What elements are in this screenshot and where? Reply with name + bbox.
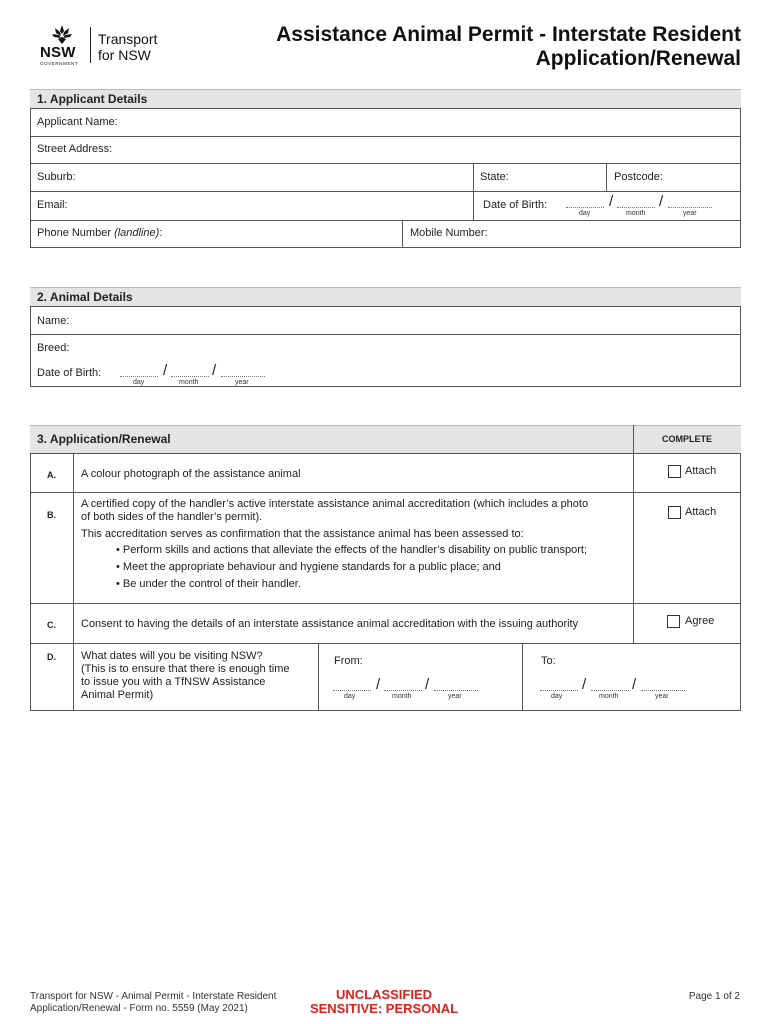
date-separator: / bbox=[582, 676, 587, 693]
row-d-text-line2: (This is to ensure that there is enough time bbox=[81, 663, 290, 675]
attach-label: Attach bbox=[685, 506, 717, 518]
bullet-item: • Perform skills and actions that alleviate the effects of the handler’s disability on public transport; bbox=[116, 544, 588, 556]
year-caption: year bbox=[683, 210, 697, 217]
row-d-text-line4: Animal Permit) bbox=[81, 689, 154, 701]
dob-year-field[interactable] bbox=[668, 207, 712, 208]
row-b-text-line1: A certified copy of the handler’s active interstate assistance animal accreditation (which includes a photo bbox=[81, 498, 589, 510]
from-month-field[interactable] bbox=[384, 690, 422, 691]
row-c-text: Consent to having the details of an interstate assistance animal accreditation with the issuing authority bbox=[81, 618, 579, 630]
row-letter: A. bbox=[47, 470, 56, 480]
bullet-text: Be under the control of their handler. bbox=[122, 578, 301, 590]
footer-form-info bbox=[30, 991, 276, 1015]
row-letter: D. bbox=[47, 652, 56, 662]
title-line2: Application/Renewal bbox=[535, 47, 741, 70]
agree-checkbox[interactable] bbox=[667, 615, 680, 628]
complete-column-header: COMPLETE bbox=[633, 425, 741, 453]
month-caption: month bbox=[392, 693, 412, 700]
bullet-text: Perform skills and actions that alleviate the effects of the handler’s disability on public transport; bbox=[122, 544, 588, 556]
row-letter: C. bbox=[47, 620, 56, 630]
date-separator: / bbox=[425, 676, 430, 693]
to-label: To: bbox=[541, 655, 556, 667]
day-caption: day bbox=[133, 379, 145, 386]
year-caption: year bbox=[655, 693, 669, 700]
agency-line1: Transport bbox=[98, 31, 158, 47]
attach-checkbox[interactable] bbox=[668, 465, 681, 478]
dob-day-field[interactable] bbox=[566, 207, 604, 208]
form-title bbox=[276, 23, 741, 71]
to-day-field[interactable] bbox=[540, 690, 578, 691]
phone-label-text: Phone Number bbox=[37, 227, 111, 239]
section1-title: 1. Applicant Details bbox=[37, 92, 148, 106]
animal-name-label[interactable]: Name: bbox=[37, 315, 70, 327]
title-line1: Assistance Animal Permit - Interstate Resident bbox=[276, 23, 741, 46]
animal-dob-day-field[interactable] bbox=[120, 376, 158, 377]
attach-label: Attach bbox=[685, 465, 717, 477]
email-label[interactable]: Email: bbox=[37, 199, 68, 211]
year-caption: year bbox=[235, 379, 249, 386]
animal-dob-month-field[interactable] bbox=[171, 376, 209, 377]
section3-header bbox=[30, 425, 633, 453]
suburb-label[interactable]: Suburb: bbox=[37, 171, 76, 183]
from-day-field[interactable] bbox=[333, 690, 371, 691]
agency-name bbox=[98, 31, 157, 63]
animal-dob-year-field[interactable] bbox=[221, 376, 265, 377]
row-b-text-line3: This accreditation serves as confirmation that the assistance animal has been assessed to: bbox=[81, 528, 524, 540]
phone-label-colon: : bbox=[159, 227, 163, 239]
date-separator: / bbox=[163, 362, 168, 379]
bullet-item: • Be under the control of their handler. bbox=[116, 578, 301, 590]
applicant-name-label[interactable]: Applicant Name: bbox=[37, 116, 118, 128]
section1-header bbox=[30, 89, 741, 108]
footer-line1: Transport for NSW - Animal Permit - Interstate Resident bbox=[30, 991, 277, 1002]
applicant-dob-label[interactable]: Date of Birth: bbox=[483, 199, 548, 211]
day-caption: day bbox=[551, 693, 563, 700]
year-caption: year bbox=[448, 693, 462, 700]
dob-month-field[interactable] bbox=[617, 207, 655, 208]
nsw-government-logo bbox=[40, 25, 84, 67]
bullet-item: • Meet the appropriate behaviour and hygiene standards for a public place; and bbox=[116, 561, 501, 573]
row-b-text-line2: of both sides of the handler’s permit). bbox=[81, 511, 263, 523]
date-separator: / bbox=[659, 193, 664, 210]
mobile-label[interactable]: Mobile Number: bbox=[410, 227, 488, 239]
month-caption: month bbox=[599, 693, 619, 700]
day-caption: day bbox=[344, 693, 356, 700]
to-month-field[interactable] bbox=[591, 690, 629, 691]
nsw-wordmark: NSW bbox=[40, 44, 76, 61]
to-year-field[interactable] bbox=[641, 690, 685, 691]
classification-label bbox=[296, 988, 472, 1016]
section3-title: 3. Applıication/Renewal bbox=[37, 432, 171, 446]
animal-dob-label[interactable]: Date of Birth: bbox=[37, 367, 102, 379]
row-d-text-line1: What dates will you be visiting NSW? bbox=[81, 650, 263, 662]
street-address-label[interactable]: Street Address: bbox=[37, 143, 113, 155]
postcode-label[interactable]: Postcode: bbox=[614, 171, 663, 183]
footer-line2: Application/Renewal - Form no. 5559 (May 2021) bbox=[30, 1003, 248, 1014]
logo-divider bbox=[90, 27, 91, 63]
animal-details-box bbox=[30, 306, 741, 387]
date-separator: / bbox=[376, 676, 381, 693]
tfnsw-logo bbox=[40, 25, 175, 67]
row-letter: B. bbox=[47, 510, 56, 520]
bullet-text: Meet the appropriate behaviour and hygiene standards for a public place; and bbox=[122, 561, 501, 573]
government-wordmark: GOVERNMENT bbox=[40, 61, 79, 66]
classification-line2: SENSITIVE: PERSONAL bbox=[309, 1001, 459, 1016]
row-d-text-line3: to issue you with a TfNSW Assistance bbox=[81, 676, 266, 688]
page-number: Page 1 of 2 bbox=[688, 991, 740, 1002]
date-separator: / bbox=[212, 362, 217, 379]
row-a-text: A colour photograph of the assistance animal bbox=[81, 468, 301, 480]
from-year-field[interactable] bbox=[434, 690, 478, 691]
agree-label: Agree bbox=[685, 615, 715, 627]
month-caption: month bbox=[626, 210, 646, 217]
breed-label[interactable]: Breed: bbox=[37, 342, 70, 354]
date-separator: / bbox=[609, 193, 614, 210]
agency-line2: for NSW bbox=[98, 47, 151, 63]
section2-header bbox=[30, 287, 741, 306]
from-label: From: bbox=[334, 655, 363, 667]
phone-label[interactable] bbox=[37, 227, 162, 239]
month-caption: month bbox=[179, 379, 199, 386]
classification-line1: UNCLASSIFIED bbox=[335, 987, 433, 1002]
day-caption: day bbox=[579, 210, 591, 217]
state-label[interactable]: State: bbox=[480, 171, 509, 183]
waratah-icon bbox=[50, 25, 74, 45]
phone-label-note: (landline) bbox=[114, 227, 160, 239]
date-separator: / bbox=[632, 676, 637, 693]
attach-checkbox[interactable] bbox=[668, 506, 681, 519]
section2-title: 2. Animal Details bbox=[37, 290, 133, 304]
